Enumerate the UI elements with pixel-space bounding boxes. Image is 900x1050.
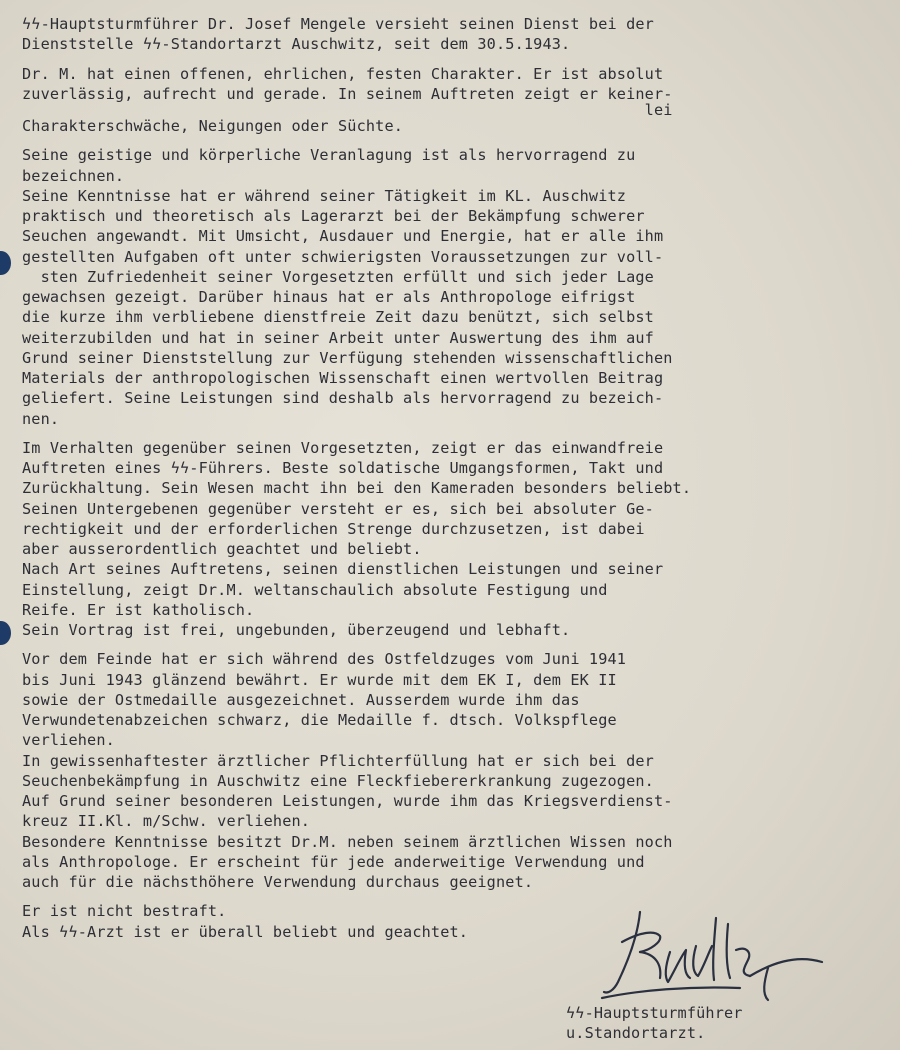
text-line: Einstellung, zeigt Dr.M. weltanschaulich absolute Festigung und <box>22 580 608 599</box>
text-line: Dr. M. hat einen offenen, ehrlichen, festen Charakter. Er ist absolut <box>22 64 664 83</box>
text-line: geliefert. Seine Leistungen sind deshalb als hervorragend zu bezeich- <box>22 389 664 408</box>
paragraph-abilities <box>22 145 892 429</box>
text-line: Seinen Untergebenen gegenüber versteht er es, sich bei absoluter Ge- <box>22 499 654 518</box>
text-line: Zurückhaltung. Sein Wesen macht ihn bei den Kameraden besonders beliebt. <box>22 479 692 498</box>
text-line: Grund seiner Dienststellung zur Verfügung stehenden wissenschaftlichen <box>22 348 673 367</box>
text-line: aber ausserordentlich geachtet und beliebt. <box>22 540 422 558</box>
letter-body <box>22 14 892 951</box>
text-line: gewachsen gezeigt. Darüber hinaus hat er als Anthropologe eifrigst <box>22 288 636 306</box>
text-line: Auftreten eines ϟϟ-Führers. Beste soldatische Umgangsformen, Takt und <box>22 459 664 477</box>
text-line: bezeichnen. <box>22 166 125 185</box>
text-line: kreuz II.Kl. m/Schw. verliehen. <box>22 812 311 831</box>
text-line: verliehen. <box>22 731 115 750</box>
text-line: die kurze ihm verbliebene dienstfreie Zeit dazu benützt, sich selbst <box>22 308 654 327</box>
text-line: weiterzubilden und hat in seiner Arbeit unter Auswertung des ihm auf <box>22 328 654 347</box>
text-line: sten Zufriedenheit seiner Vorgesetzten erfüllt und sich jeder Lage <box>22 267 654 286</box>
signature-scribble <box>600 902 830 1002</box>
punch-hole <box>0 251 11 275</box>
text-line: Sein Vortrag ist frei, ungebunden, überzeugend und lebhaft. <box>22 621 571 639</box>
text-line: Er ist nicht bestraft. <box>22 902 227 921</box>
paragraph-character <box>22 64 892 137</box>
text-line: nen. <box>22 409 60 428</box>
text-line: Vor dem Feinde hat er sich während des Ostfeldzuges vom Juni 1941 <box>22 650 627 669</box>
text-line: Nach Art seines Auftretens, seinen dienstlichen Leistungen und seiner <box>22 560 664 579</box>
text-line: Charakterschwäche, Neigungen oder Süchte. <box>22 117 404 135</box>
text-line: Seuchen angewandt. Mit Umsicht, Ausdauer und Energie, hat er alle ihm <box>22 227 664 246</box>
signer-rank: ϟϟ-Hauptsturmführer <box>566 1004 743 1022</box>
text-line: zuverlässig, aufrecht und gerade. In seinem Auftreten zeigt er keiner- <box>22 84 673 103</box>
text-line: auch für die nächsthöhere Verwendung durchaus geeignet. <box>22 873 534 891</box>
text-line: Im Verhalten gegenüber seinen Vorgesetzten, zeigt er das einwandfreie <box>22 438 664 457</box>
text-line: Verwundetenabzeichen schwarz, die Medaille f. dtsch. Volkspflege <box>22 711 617 729</box>
text-line: rechtigkeit und der erforderlichen Strenge durchzusetzen, ist dabei <box>22 519 645 538</box>
text-line: Dienststelle ϟϟ-Standortarzt Auschwitz, seit dem 30.5.1943. <box>22 35 571 54</box>
signature-block <box>566 1003 743 1044</box>
text-line: Materials der anthropologischen Wissenschaft einen wertvollen Beitrag <box>22 369 664 387</box>
punch-hole <box>0 621 11 645</box>
text-line: lei <box>22 101 673 119</box>
paragraph-war-service <box>22 649 892 892</box>
text-line: Besondere Kenntnisse besitzt Dr.M. neben seinem ärztlichen Wissen noch <box>22 832 673 851</box>
text-line: praktisch und theoretisch als Lagerarzt bei der Bekämpfung schwerer <box>22 207 645 225</box>
text-line: Seine geistige und körperliche Veranlagung ist als hervorragend zu <box>22 146 636 165</box>
text-line: sowie der Ostmedaille ausgezeichnet. Ausserdem wurde ihm das <box>22 690 580 709</box>
text-line: Seuchenbekämpfung in Auschwitz eine Fleckfiebererkrankung zugezogen. <box>22 771 654 790</box>
text-line: gestellten Aufgaben oft unter schwierigsten Voraussetzungen zur voll- <box>22 247 664 266</box>
signer-title: u.Standortarzt. <box>566 1024 706 1043</box>
text-line: Auf Grund seiner besonderen Leistungen, wurde ihm das Kriegsverdienst- <box>22 792 673 810</box>
text-line: ϟϟ-Hauptsturmführer Dr. Josef Mengele versieht seinen Dienst bei der <box>22 15 654 33</box>
text-line: bis Juni 1943 glänzend bewährt. Er wurde mit dem EK I, dem EK II <box>22 670 617 689</box>
paragraph-conduct <box>22 438 892 641</box>
text-line: Als ϟϟ-Arzt ist er überall beliebt und geachtet. <box>22 922 469 941</box>
paragraph-service-entry <box>22 14 892 55</box>
text-line: In gewissenhaftester ärztlicher Pflichterfüllung hat er sich bei der <box>22 751 654 770</box>
handwritten-signature <box>600 902 830 1002</box>
text-line: Seine Kenntnisse hat er während seiner Tätigkeit im KL. Auschwitz <box>22 186 627 205</box>
text-line: Reife. Er ist katholisch. <box>22 600 255 619</box>
text-line: als Anthropologe. Er erscheint für jede anderweitige Verwendung und <box>22 852 645 871</box>
